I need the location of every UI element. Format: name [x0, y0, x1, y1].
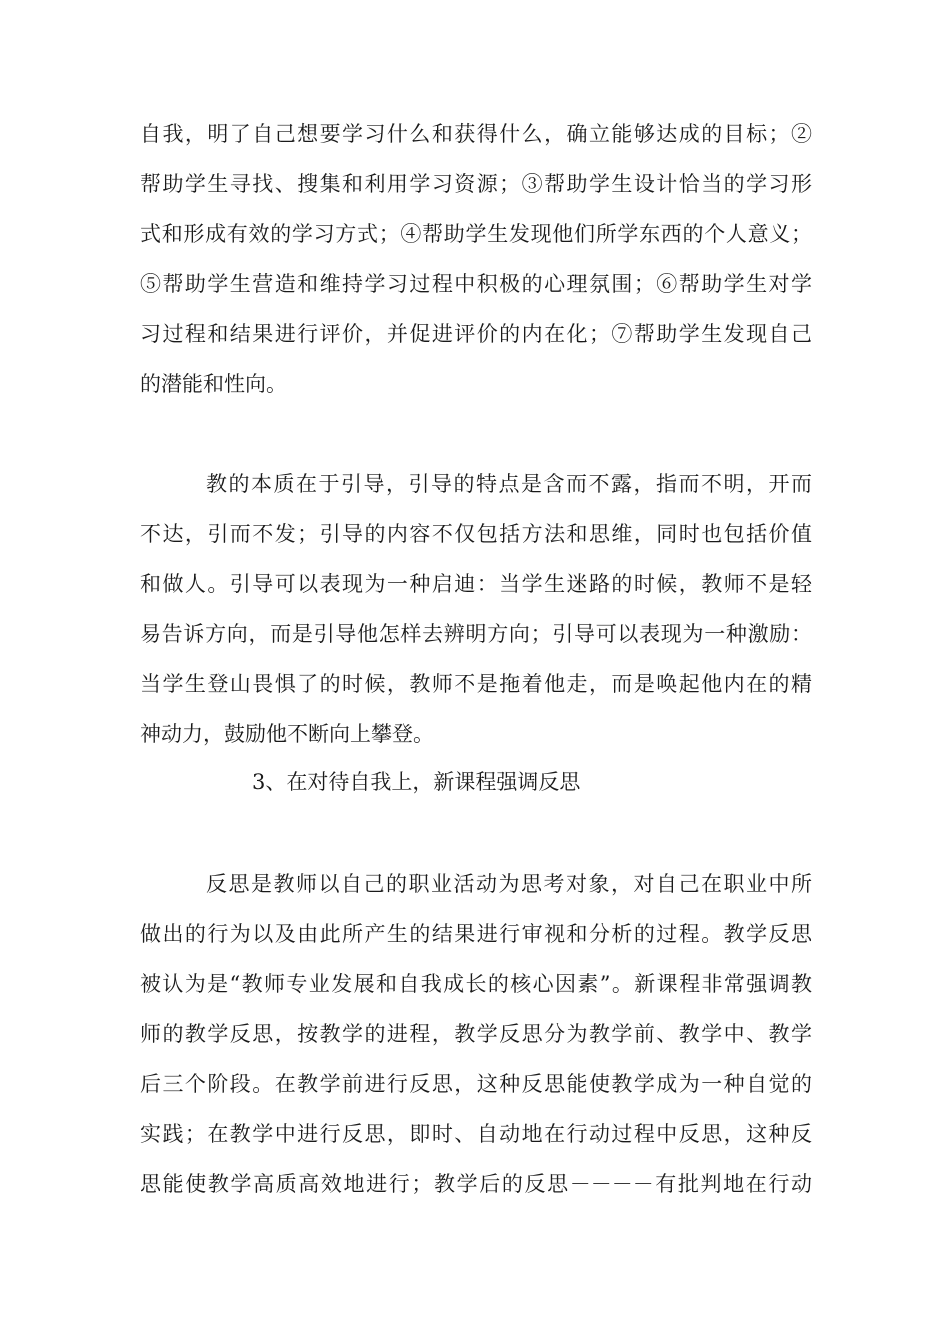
paragraph-line: 式和形成有效的学习方式；④帮助学生发现他们所学东西的个人意义； [140, 222, 812, 246]
paragraph-line: 易告诉方向，而是引导他怎样去辨明方向；引导可以表现为一种激励： [140, 622, 812, 646]
paragraph-line: ⑤帮助学生营造和维持学习过程中积极的心理氛围；⑥帮助学生对学 [140, 272, 812, 296]
section-heading: 3、在对待自我上，新课程强调反思 [252, 770, 581, 794]
paragraph-line: 不达，引而不发；引导的内容不仅包括方法和思维，同时也包括价值 [140, 522, 812, 546]
paragraph-line: 被认为是“教师专业发展和自我成长的核心因素”。新课程非常强调教 [140, 972, 812, 996]
paragraph-line: 做出的行为以及由此所产生的结果进行审视和分析的过程。教学反思 [140, 922, 812, 946]
paragraph-line: 帮助学生寻找、搜集和利用学习资源；③帮助学生设计恰当的学习形 [140, 172, 812, 196]
paragraph-line: 实践；在教学中进行反思，即时、自动地在行动过程中反思，这种反 [140, 1122, 812, 1146]
paragraph-line: 的潜能和性向。 [140, 372, 287, 396]
paragraph-line: 教的本质在于引导，引导的特点是含而不露，指而不明，开而 [206, 472, 812, 496]
paragraph-line: 当学生登山畏惧了的时候，教师不是拖着他走，而是唤起他内在的精 [140, 672, 812, 696]
paragraph-line: 思能使教学高质高效地进行；教学后的反思－－－－有批判地在行动 [140, 1172, 812, 1196]
paragraph-line: 反思是教师以自己的职业活动为思考对象，对自己在职业中所 [206, 872, 812, 896]
paragraph-line: 习过程和结果进行评价，并促进评价的内在化；⑦帮助学生发现自己 [140, 322, 812, 346]
paragraph-line: 和做人。引导可以表现为一种启迪：当学生迷路的时候，教师不是轻 [140, 572, 812, 596]
paragraph-line: 神动力，鼓励他不断向上攀登。 [140, 722, 434, 746]
paragraph-line: 自我，明了自己想要学习什么和获得什么，确立能够达成的目标；② [140, 122, 812, 146]
paragraph-line: 师的教学反思，按教学的进程，教学反思分为教学前、教学中、教学 [140, 1022, 812, 1046]
paragraph-line: 后三个阶段。在教学前进行反思，这种反思能使教学成为一种自觉的 [140, 1072, 812, 1096]
